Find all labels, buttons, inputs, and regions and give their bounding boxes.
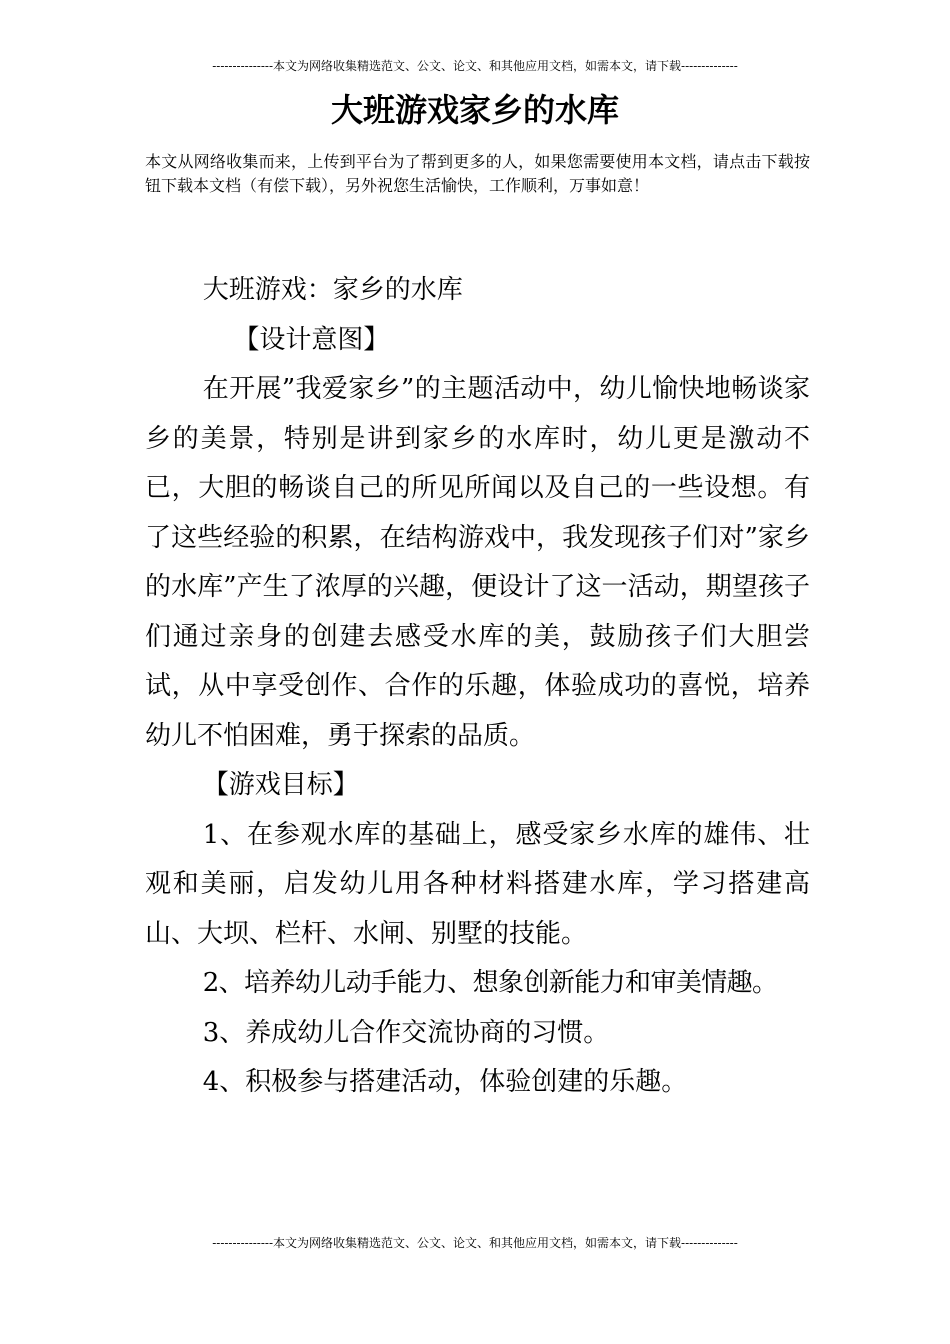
article-subtitle: 大班游戏：家乡的水库 [202, 275, 463, 305]
design-intent-paragraph: 在开展”我爱家乡”的主题活动中，幼儿愉快地畅谈家乡的美景，特别是讲到家乡的水库时，幼儿更是激动不已，大胆的畅谈自己的所见所闻以及自己的一些设想。有了这些经验的积累，在结构游戏中，我发现孩子们对”家乡的水库”产生了浓厚的兴趣，便设计了这一活动，期望孩子们通过亲身的创建去感受水库的美，鼓励孩子们大胆尝试，从中享受创作、合作的乐趣，体验成功的喜悦，培养幼儿不怕困难，勇于探索的品质。 [145, 374, 810, 751]
document-body [145, 266, 810, 1108]
goal-item: 1、在参观水库的基础上，感受家乡水库的雄伟、壮观和美丽，启发幼儿用各种材料搭建水库，学习搭建高山、大坝、栏杆、水闸、别墅的技能。 [145, 819, 810, 949]
game-goals-heading: 【游戏目标】 [202, 770, 359, 800]
design-intent-heading: 【设计意图】 [233, 324, 390, 355]
goal-item: 4、积极参与搭建活动，体验创建的乐趣。 [202, 1067, 688, 1097]
goal-item: 2、培养幼儿动手能力、想象创新能力和审美情趣。 [202, 968, 778, 998]
footer-note: ---------------本文为网络收集精选范文、公文、论文、和其他应用文档，如需本文，请下载-------------- [212, 1236, 738, 1250]
document-title: 大班游戏家乡的水库 [330, 91, 619, 129]
header-note: ---------------本文为网络收集精选范文、公文、论文、和其他应用文档，如需本文，请下载-------------- [212, 59, 738, 73]
goal-item: 3、养成幼儿合作交流协商的习惯。 [202, 1017, 610, 1048]
intro-note: 本文从网络收集而来，上传到平台为了帮到更多的人，如果您需要使用本文档，请点击下载按钮下载本文档（有偿下载），另外祝您生活愉快，工作顺利，万事如意！ [145, 152, 810, 195]
